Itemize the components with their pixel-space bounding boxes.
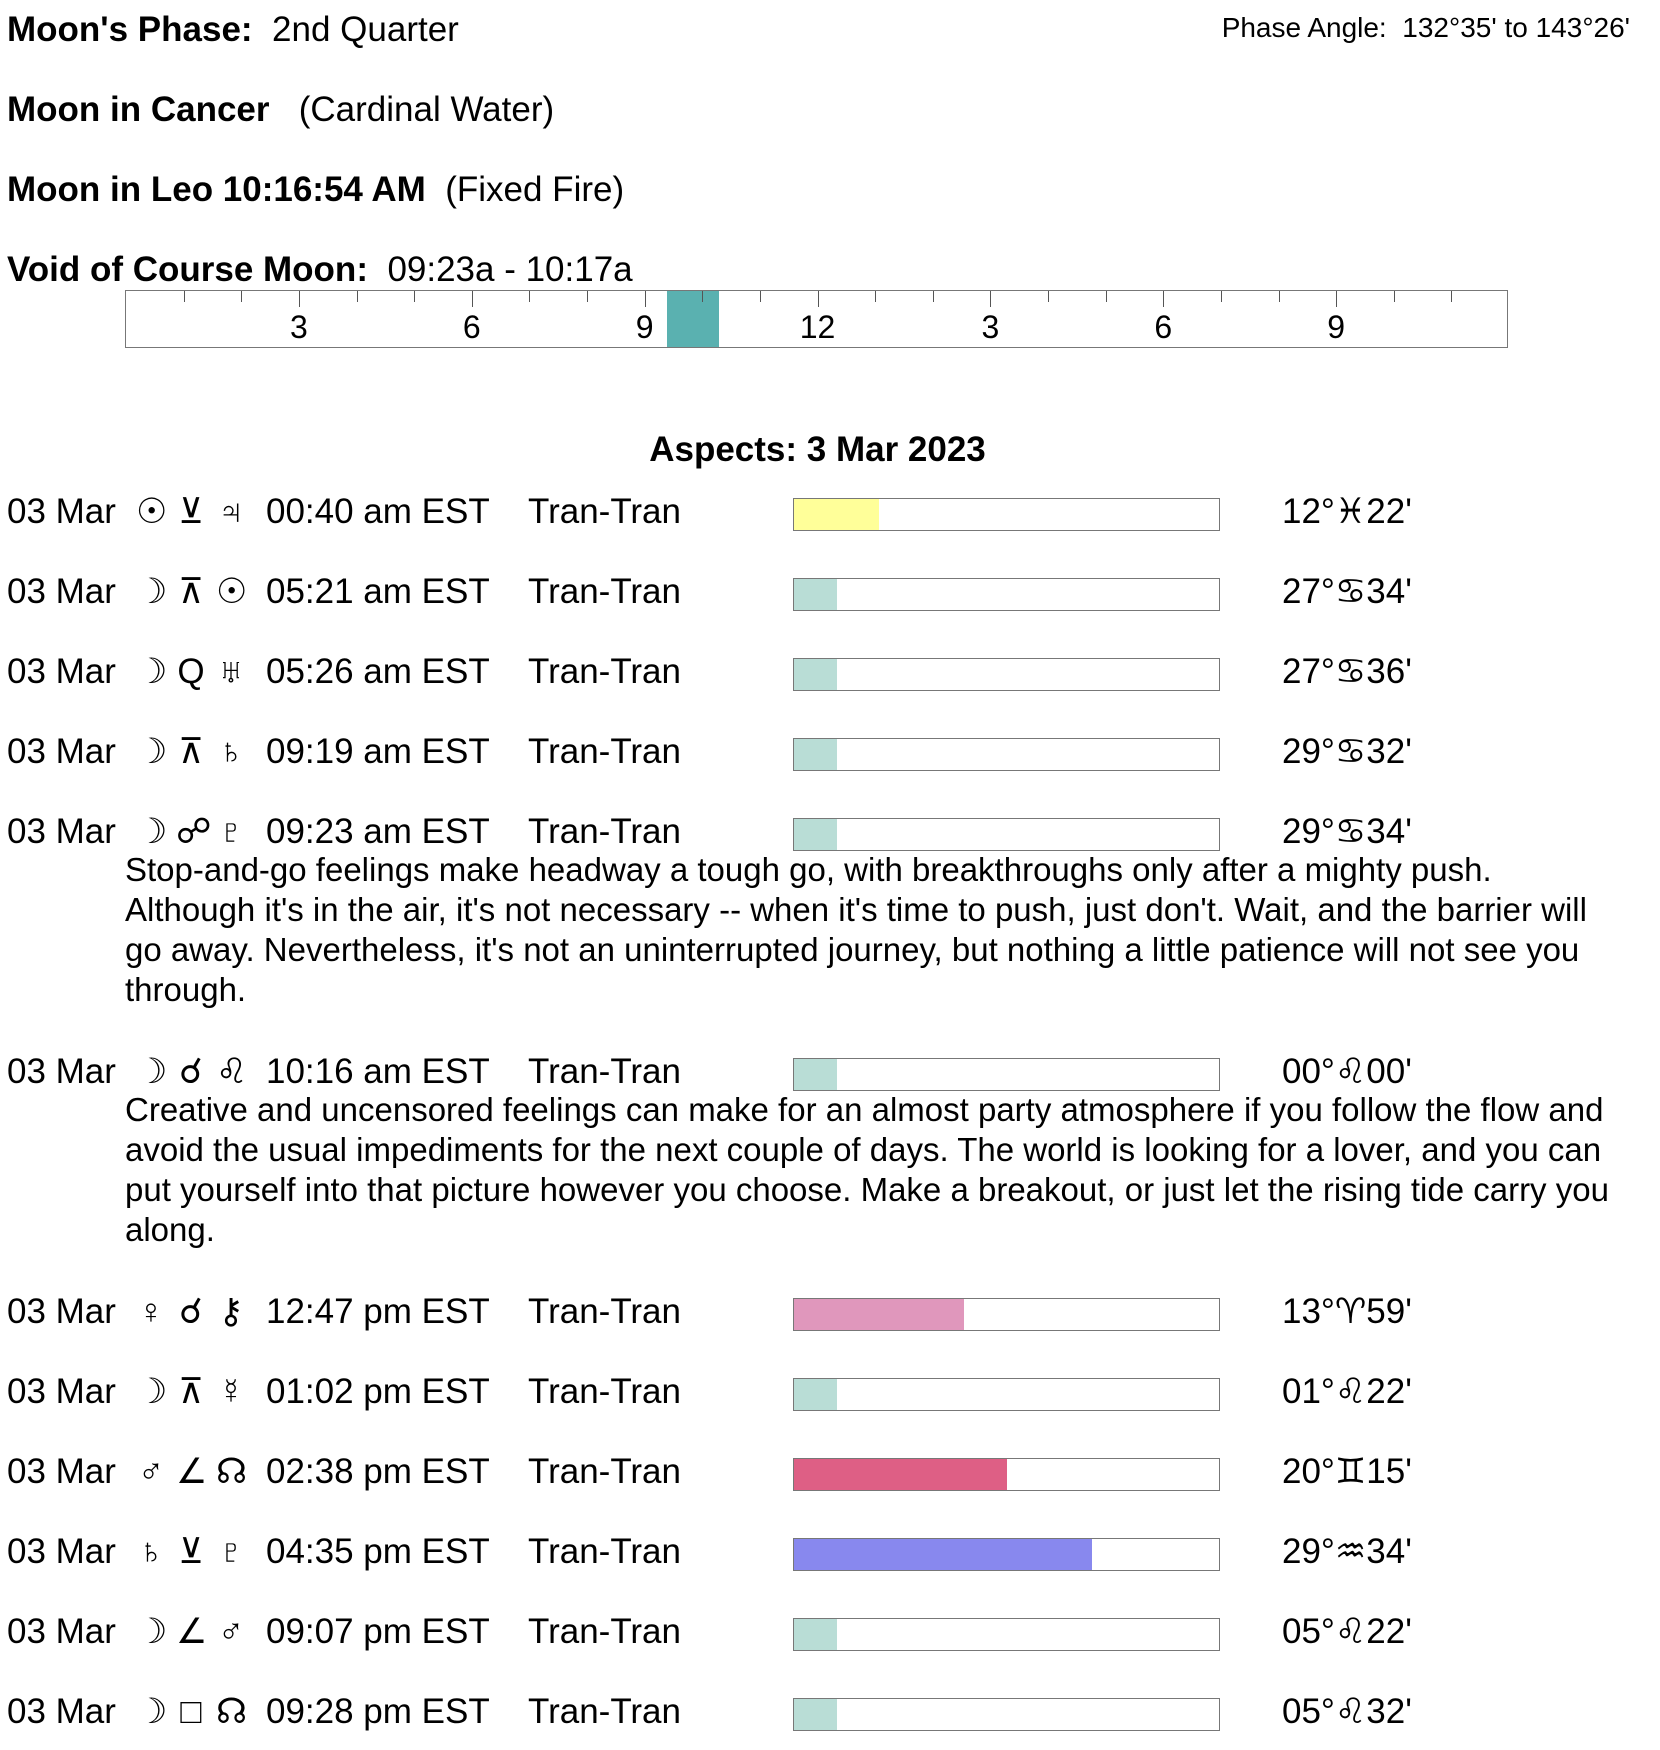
moon-sign-label: Moon in Cancer (7, 90, 270, 129)
timeline-tick (818, 291, 819, 307)
aspect-position: 29°♒34' (1282, 1532, 1412, 1571)
aspect-strength-fill (794, 1619, 837, 1650)
aspect-symbol: ⊻ (178, 492, 204, 531)
aspect-planet-1: ♂ (137, 1452, 165, 1491)
aspect-position: 27°♋36' (1282, 652, 1412, 691)
timeline-hour-label: 6 (1154, 309, 1173, 345)
aspect-strength-bar (793, 1378, 1220, 1411)
aspect-time: 12:47 pm EST (266, 1292, 490, 1331)
timeline-tick (587, 291, 588, 302)
aspect-position: 29°♋32' (1282, 732, 1412, 771)
aspect-date: 03 Mar (7, 1052, 116, 1091)
moon-ingress-label: Moon in Leo 10:16:54 AM (7, 170, 426, 209)
timeline-hour-label: 6 (462, 309, 481, 345)
aspect-date: 03 Mar (7, 1452, 116, 1491)
aspect-type: Tran-Tran (528, 1692, 681, 1731)
moon-phase-value: 2nd Quarter (272, 10, 459, 49)
aspect-planet-1: ☉ (136, 492, 168, 531)
aspect-strength-bar (793, 738, 1220, 771)
aspect-description: Stop-and-go feelings make headway a tough go, with breakthroughs only after a mighty push. Although it's in the air, it's not necessary -- when it's time to push, just don't. Wait, and the barrier will go away. Nevertheless, it's not an uninterrupted journey, but nothing a little patience will not see you through. (125, 851, 1587, 1008)
aspect-type: Tran-Tran (528, 812, 681, 851)
aspect-position: 20°♊15' (1282, 1452, 1412, 1491)
aspect-strength-bar (793, 1458, 1220, 1491)
timeline-tick (1279, 291, 1280, 302)
aspect-type: Tran-Tran (528, 1372, 681, 1411)
aspect-row (0, 1692, 1660, 1742)
aspect-planet-2: ♄ (217, 732, 245, 771)
aspect-planet-2: ☿ (217, 1372, 245, 1411)
aspect-strength-fill (794, 1379, 837, 1410)
timeline-hour-label: 12 (799, 309, 836, 345)
timeline-tick (702, 291, 703, 302)
aspect-strength-bar (793, 658, 1220, 691)
aspect-position: 01°♌22' (1282, 1372, 1412, 1411)
aspect-planet-1: ☽ (136, 732, 168, 771)
timeline-tick (1163, 291, 1164, 307)
moon-phase-label: Moon's Phase: (7, 10, 253, 49)
aspect-planet-2: ☊ (216, 1692, 248, 1731)
aspect-planet-1: ☽ (136, 1052, 168, 1091)
aspect-time: 09:23 am EST (266, 812, 490, 851)
aspect-type: Tran-Tran (528, 572, 681, 611)
aspect-strength-bar (793, 1538, 1220, 1571)
aspect-planet-2: ♇ (217, 812, 245, 851)
timeline-tick (184, 291, 185, 302)
aspect-strength-fill (794, 1059, 837, 1090)
aspect-row (0, 652, 1660, 702)
aspect-planet-1: ☽ (136, 572, 168, 611)
aspect-planet-2: ☉ (216, 572, 248, 611)
aspect-type: Tran-Tran (528, 732, 681, 771)
void-of-course-block (667, 291, 719, 347)
aspect-position: 29°♋34' (1282, 812, 1412, 851)
aspect-strength-fill (794, 739, 837, 770)
aspect-strength-fill (794, 579, 837, 610)
aspect-strength-fill (794, 499, 879, 530)
timeline-hour-label: 3 (289, 309, 308, 345)
timeline-tick (1336, 291, 1337, 307)
aspect-strength-fill (794, 1299, 964, 1330)
aspect-planet-2: ♅ (217, 652, 245, 691)
aspect-planet-1: ☽ (136, 1612, 168, 1651)
aspect-planet-1: ♀ (137, 1292, 165, 1331)
aspect-symbol: ⊼ (178, 1372, 204, 1411)
aspect-date: 03 Mar (7, 1292, 116, 1331)
aspect-row (0, 1292, 1660, 1342)
aspect-symbol: ⊼ (178, 572, 204, 611)
aspect-row (0, 492, 1660, 542)
aspect-date: 03 Mar (7, 1532, 116, 1571)
aspect-strength-bar (793, 498, 1220, 531)
aspect-time: 02:38 pm EST (266, 1452, 490, 1491)
aspect-time: 04:35 pm EST (266, 1532, 490, 1571)
aspect-strength-bar (793, 1698, 1220, 1731)
aspect-strength-fill (794, 1539, 1092, 1570)
aspect-date: 03 Mar (7, 1612, 116, 1651)
aspect-date: 03 Mar (7, 492, 116, 531)
timeline-tick (760, 291, 761, 302)
timeline-tick (414, 291, 415, 302)
aspect-time: 09:07 pm EST (266, 1612, 490, 1651)
void-of-course-label: Void of Course Moon: (7, 250, 368, 289)
aspect-strength-bar (793, 1298, 1220, 1331)
aspect-time: 10:16 am EST (266, 1052, 490, 1091)
aspect-planet-2: ♇ (217, 1532, 245, 1571)
aspect-type: Tran-Tran (528, 1532, 681, 1571)
aspect-time: 09:19 am EST (266, 732, 490, 771)
timeline-hour-label: 9 (1327, 309, 1346, 345)
day-timeline (125, 290, 1508, 348)
timeline-tick (1221, 291, 1222, 302)
timeline-tick (299, 291, 300, 307)
aspect-symbol: ⊻ (178, 1532, 204, 1571)
timeline-hour-label: 3 (981, 309, 1000, 345)
moon-phase-line (7, 10, 459, 50)
aspect-symbol: ☍ (176, 812, 212, 851)
phase-angle-label: Phase Angle: (1221, 12, 1387, 43)
timeline-tick (875, 291, 876, 302)
moon-ingress-element: (Fixed Fire) (445, 170, 625, 209)
timeline-tick (933, 291, 934, 302)
aspect-strength-bar (793, 818, 1220, 851)
aspects-title: Aspects: 3 Mar 2023 (649, 430, 986, 469)
aspect-row (0, 1612, 1660, 1662)
aspect-position: 05°♌22' (1282, 1612, 1412, 1651)
timeline-tick (357, 291, 358, 302)
aspect-position: 27°♋34' (1282, 572, 1412, 611)
aspect-row (0, 572, 1660, 622)
moon-sign-element: (Cardinal Water) (298, 90, 555, 129)
aspect-position: 13°♈59' (1282, 1292, 1412, 1331)
void-of-course-value: 09:23a - 10:17a (387, 250, 633, 289)
aspect-row (0, 1532, 1660, 1582)
aspect-date: 03 Mar (7, 812, 116, 851)
aspect-position: 05°♌32' (1282, 1692, 1412, 1731)
aspect-strength-fill (794, 1459, 1007, 1490)
aspect-strength-bar (793, 1058, 1220, 1091)
aspect-date: 03 Mar (7, 572, 116, 611)
aspect-planet-1: ☽ (136, 1692, 168, 1731)
aspect-time: 05:21 am EST (266, 572, 490, 611)
aspect-strength-bar (793, 1618, 1220, 1651)
aspect-type: Tran-Tran (528, 1292, 681, 1331)
aspect-symbol: ∠ (176, 1452, 208, 1491)
timeline-tick (1048, 291, 1049, 302)
aspect-type: Tran-Tran (528, 492, 681, 531)
aspect-position: 12°♓22' (1282, 492, 1412, 531)
timeline-tick (645, 291, 646, 307)
aspect-planet-1: ☽ (136, 1372, 168, 1411)
aspect-position: 00°♌00' (1282, 1052, 1412, 1091)
aspect-planet-1: ☽ (136, 812, 168, 851)
aspect-time: 00:40 am EST (266, 492, 490, 531)
timeline-tick (241, 291, 242, 302)
aspect-row (0, 1452, 1660, 1502)
aspect-type: Tran-Tran (528, 1052, 681, 1091)
aspect-symbol: Q (177, 652, 205, 691)
timeline-tick (472, 291, 473, 307)
timeline-tick (1451, 291, 1452, 302)
moon-ingress-line (7, 170, 624, 210)
aspect-planet-2: ☊ (216, 1452, 248, 1491)
aspect-strength-bar (793, 578, 1220, 611)
aspect-symbol: ∠ (176, 1612, 208, 1651)
aspect-type: Tran-Tran (528, 1612, 681, 1651)
aspect-time: 05:26 am EST (266, 652, 490, 691)
aspect-date: 03 Mar (7, 1692, 116, 1731)
aspect-planet-2: ♂ (217, 1612, 245, 1651)
timeline-tick (990, 291, 991, 307)
aspect-date: 03 Mar (7, 1372, 116, 1411)
aspect-row (0, 1372, 1660, 1422)
timeline-tick (1394, 291, 1395, 302)
phase-angle-line (1222, 12, 1630, 44)
aspect-symbol: ☌ (179, 1052, 203, 1091)
aspect-time: 09:28 pm EST (266, 1692, 490, 1731)
aspect-date: 03 Mar (7, 652, 116, 691)
aspect-planet-2: ♌ (216, 1052, 248, 1091)
aspect-symbol: ☌ (179, 1292, 203, 1331)
aspect-strength-fill (794, 659, 837, 690)
aspect-planet-2: ♃ (217, 492, 245, 531)
aspect-planet-2: ⚷ (218, 1292, 244, 1331)
aspect-row (0, 732, 1660, 782)
aspect-strength-fill (794, 1699, 837, 1730)
aspect-symbol: □ (180, 1692, 202, 1731)
timeline-tick (1106, 291, 1107, 302)
aspect-time: 01:02 pm EST (266, 1372, 490, 1411)
aspect-description: Creative and uncensored feelings can make for an almost party atmosphere if you follow the flow and avoid the usual impediments for the next couple of days. The world is looking for a lover, and you can put yourself into that picture however you choose. Make a breakout, or just let the rising tide carry you along. (125, 1091, 1609, 1248)
phase-angle-value: 132°35' to 143°26' (1402, 12, 1630, 43)
timeline-tick (529, 291, 530, 302)
aspect-planet-1: ☽ (136, 652, 168, 691)
aspect-type: Tran-Tran (528, 1452, 681, 1491)
moon-sign-line (7, 90, 554, 130)
aspect-type: Tran-Tran (528, 652, 681, 691)
void-of-course-line (7, 250, 633, 290)
aspect-strength-fill (794, 819, 837, 850)
aspect-symbol: ⊼ (178, 732, 204, 771)
timeline-hour-label: 9 (635, 309, 654, 345)
aspect-planet-1: ♄ (137, 1532, 165, 1571)
aspect-date: 03 Mar (7, 732, 116, 771)
